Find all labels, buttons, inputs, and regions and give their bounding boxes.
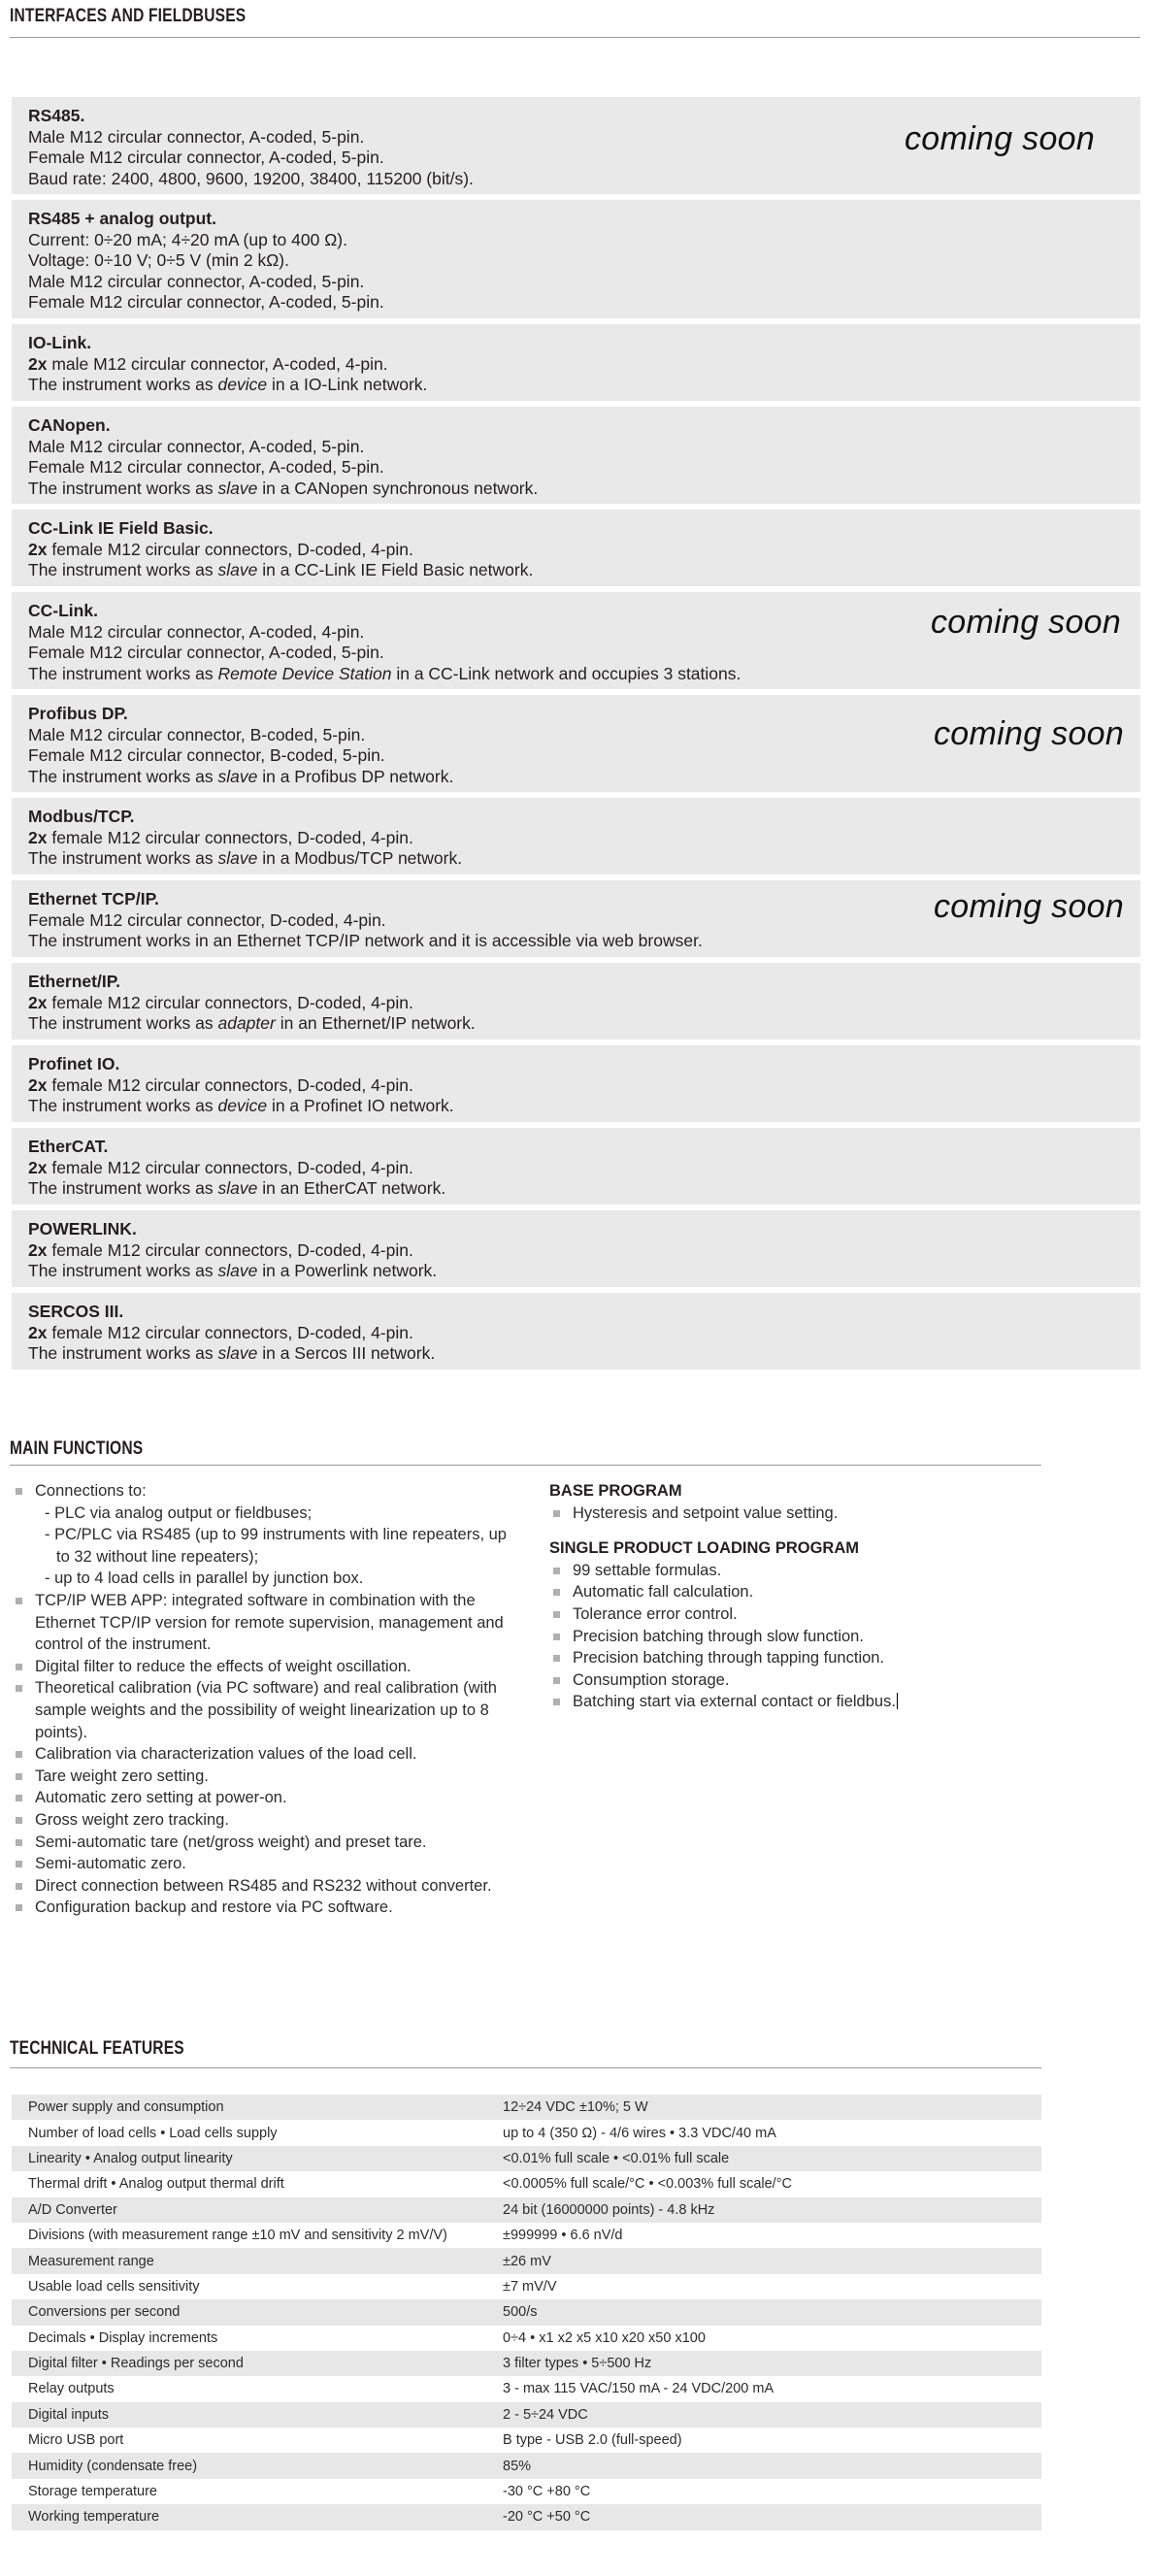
interface-item — [12, 324, 1140, 401]
interface-line — [28, 1261, 1140, 1282]
tech-label: Micro USB port — [28, 2432, 124, 2449]
interface-line-text: Male M12 circular connector, A-coded, 5-pin. — [28, 126, 365, 147]
interface-line — [28, 230, 1140, 251]
interface-line — [28, 560, 1140, 581]
interface-item — [12, 695, 1140, 792]
main-functions-left — [12, 1480, 507, 1919]
program-item — [549, 1626, 1035, 1648]
tech-value: up to 4 (350 Ω) - 4/6 wires • 3.3 VDC/40 mA — [503, 2125, 776, 2141]
tech-label: Digital filter • Readings per second — [28, 2356, 244, 2372]
main-functions-divider — [10, 1465, 1041, 1466]
interface-line-text: The instrument works as adapter in an Ethernet/IP network. — [28, 1013, 476, 1033]
tech-label: Number of load cells • Load cells supply — [28, 2125, 278, 2141]
interface-line — [28, 1158, 1140, 1179]
main-functions-right — [549, 1480, 1035, 1713]
interface-line-text: Female M12 circular connector, A-coded, 5-pin. — [28, 643, 384, 662]
tech-row — [12, 2197, 1041, 2223]
tech-label: Conversions per second — [28, 2304, 181, 2321]
interface-title: Ethernet/IP. — [28, 972, 120, 991]
interface-count: 2x — [28, 1322, 52, 1342]
program-item — [549, 1581, 1035, 1603]
interface-item — [12, 1210, 1140, 1287]
program-item — [549, 1503, 1035, 1525]
coming-soon-badge: coming soon — [931, 604, 1122, 641]
interface-count: 2x — [28, 1074, 52, 1095]
interface-line — [28, 1178, 1140, 1200]
tech-label: Power supply and consumption — [28, 2099, 224, 2116]
interface-line — [28, 664, 1140, 685]
program-item-text: Tolerance error control. — [573, 1604, 738, 1623]
function-subitem: points). — [35, 1723, 88, 1741]
function-item: Gross weight zero tracking. — [12, 1809, 507, 1832]
interface-item — [12, 1128, 1140, 1205]
tech-value: B type - USB 2.0 (full-speed) — [503, 2432, 682, 2449]
function-item: Calibration via characterization values of the load cell. — [12, 1743, 507, 1766]
function-subitem: control of the instrument. — [35, 1635, 212, 1654]
tech-label: Linearity • Analog output linearity — [28, 2150, 233, 2166]
interface-item — [12, 798, 1140, 875]
tech-row — [12, 2453, 1041, 2478]
tech-label: A/D Converter — [28, 2201, 117, 2218]
interface-line — [28, 993, 1140, 1014]
tech-value: <0.01% full scale • <0.01% full scale — [503, 2150, 730, 2166]
base-program-title: BASE PROGRAM — [549, 1482, 682, 1500]
interface-line — [28, 1013, 1140, 1035]
interface-line-text: Voltage: 0÷10 V; 0÷5 V (min 2 kΩ). — [28, 250, 289, 270]
interface-line-text: female M12 circular connectors, D-coded, 4-pin. — [51, 1322, 413, 1342]
interface-title: CC-Link. — [28, 601, 98, 620]
tech-label: Relay outputs — [28, 2381, 115, 2397]
tech-label: Divisions (with measurement range ±10 mV and sensitivity 2 mV/V) — [28, 2228, 447, 2244]
tech-label: Measurement range — [28, 2253, 154, 2269]
interface-title: POWERLINK. — [28, 1219, 137, 1238]
interface-count: 2x — [28, 827, 52, 847]
interfaces-title: INTERFACES AND FIELDBUSES — [10, 6, 247, 26]
interface-line-text: Male M12 circular connector, A-coded, 4-pin. — [28, 621, 365, 642]
tech-row — [12, 2299, 1041, 2325]
interface-item — [12, 1045, 1140, 1122]
interface-line — [28, 643, 1140, 664]
interface-item — [12, 963, 1140, 1040]
tech-label: Decimals • Display increments — [28, 2329, 218, 2346]
program-item — [549, 1603, 1035, 1626]
interface-item — [12, 592, 1140, 689]
function-item: Automatic zero setting at power-on. — [12, 1787, 507, 1809]
interface-title: Profibus DP. — [28, 704, 128, 723]
function-subitem: - PC/PLC via RS485 (up to 99 instruments with line repeaters, up — [45, 1526, 507, 1544]
function-item: Tare weight zero setting. — [12, 1766, 507, 1788]
interface-line — [28, 354, 1140, 376]
interface-line-text: Male M12 circular connector, A-coded, 5-pin. — [28, 271, 365, 291]
tech-row — [12, 2326, 1041, 2351]
interface-item — [12, 97, 1140, 194]
interface-title: Modbus/TCP. — [28, 807, 135, 826]
technical-divider — [10, 2067, 1041, 2068]
interface-line — [28, 828, 1140, 849]
interface-line-text: female M12 circular connectors, D-coded, 4-pin. — [51, 1239, 413, 1260]
interface-line — [28, 848, 1140, 870]
tech-value: 3 filter types • 5÷500 Hz — [503, 2356, 652, 2372]
interface-line-text: The instrument works as device in a Profinet IO network. — [28, 1096, 454, 1115]
interface-line-text: The instrument works as Remote Device Station in a CC-Link network and occupies 3 stations. — [28, 663, 741, 683]
interface-line — [28, 457, 1140, 479]
interface-line — [28, 1240, 1140, 1262]
interface-line — [28, 540, 1140, 561]
interface-line-text: male M12 circular connector, A-coded, 4-pin. — [51, 353, 388, 374]
interface-title: CANopen. — [28, 415, 111, 435]
tech-value: 0÷4 • x1 x2 x5 x10 x20 x50 x100 — [503, 2329, 706, 2346]
tech-row — [12, 2146, 1041, 2171]
program-item-text: Consumption storage. — [573, 1670, 730, 1689]
interface-title: Ethernet TCP/IP. — [28, 889, 159, 908]
interface-title: SERCOS III. — [28, 1302, 124, 1321]
coming-soon-badge: coming soon — [905, 120, 1096, 157]
program-item — [549, 1647, 1035, 1669]
interface-line-text: Female M12 circular connector, D-coded, 4-pin. — [28, 909, 386, 930]
interface-line-text: Female M12 circular connector, B-coded, 5-pin. — [28, 745, 385, 765]
interface-line-text: The instrument works in an Ethernet TCP/IP network and it is accessible via web browser. — [28, 931, 703, 950]
interface-item — [12, 1293, 1140, 1370]
program-item — [549, 1560, 1035, 1582]
tech-row — [12, 2376, 1041, 2401]
tech-row — [12, 2504, 1041, 2529]
tech-row — [12, 2351, 1041, 2376]
tech-value: ±26 mV — [503, 2253, 551, 2269]
tech-value: ±7 mV/V — [503, 2278, 557, 2295]
text-cursor — [897, 1693, 898, 1709]
program-item — [549, 1691, 1035, 1713]
interface-line-text: The instrument works as slave in a Profibus DP network. — [28, 766, 454, 786]
interface-count: 2x — [28, 539, 52, 559]
tech-value: 2 - 5÷24 VDC — [503, 2406, 588, 2423]
coming-soon-badge: coming soon — [934, 715, 1125, 752]
function-item: TCP/IP WEB APP: integrated software in combination with the — [12, 1590, 507, 1612]
interface-count: 2x — [28, 353, 52, 374]
tech-value: 85% — [503, 2458, 532, 2474]
interface-count: 2x — [28, 1157, 52, 1177]
single-program-title: SINGLE PRODUCT LOADING PROGRAM — [549, 1539, 860, 1558]
tech-label: Digital inputs — [28, 2406, 110, 2423]
function-item: Digital filter to reduce the effects of weight oscillation. — [12, 1656, 507, 1678]
function-subitem: - up to 4 load cells in parallel by junction box. — [45, 1569, 364, 1588]
interface-line — [28, 272, 1140, 293]
function-subitem: Ethernet TCP/IP version for remote supervision, management and — [35, 1613, 504, 1632]
tech-value: ±999999 • 6.6 nV/d — [503, 2228, 623, 2244]
interface-item — [12, 880, 1140, 957]
interface-line-text: The instrument works as slave in a Powerlink network. — [28, 1261, 438, 1280]
interface-item — [12, 510, 1140, 586]
interface-line — [28, 437, 1140, 458]
interface-line — [28, 1343, 1140, 1365]
interface-title: RS485 + analog output. — [28, 209, 216, 228]
interface-line — [28, 250, 1140, 272]
tech-value: 24 bit (16000000 points) - 4.8 kHz — [503, 2201, 715, 2218]
program-item-text: Batching start via external contact or fieldbus. — [573, 1693, 896, 1711]
function-subitem: sample weights and the possibility of weight linearization up to 8 — [35, 1701, 489, 1719]
tech-row — [12, 2427, 1041, 2453]
program-item-text: Precision batching through tapping function. — [573, 1649, 885, 1668]
function-item: Semi-automatic tare (net/gross weight) and preset tare. — [12, 1832, 507, 1854]
interface-title: EtherCAT. — [28, 1137, 109, 1156]
tech-row — [12, 2171, 1041, 2196]
interface-line — [28, 767, 1140, 788]
interface-line-text: Current: 0÷20 mA; 4÷20 mA (up to 400 Ω). — [28, 229, 347, 249]
interface-line-text: Male M12 circular connector, A-coded, 5-pin. — [28, 436, 365, 456]
tech-value: 3 - max 115 VAC/150 mA - 24 VDC/200 mA — [503, 2381, 774, 2397]
function-item: Configuration backup and restore via PC software. — [12, 1897, 507, 1919]
interface-line-text: Female M12 circular connector, A-coded, 5-pin. — [28, 292, 384, 312]
function-item: Connections to: — [12, 1480, 507, 1503]
interface-line-text: The instrument works as device in a IO-Link network. — [28, 375, 428, 394]
tech-row — [12, 2479, 1041, 2504]
interface-line — [28, 1323, 1140, 1344]
main-functions-title: MAIN FUNCTIONS — [10, 1438, 144, 1459]
interface-line-text: female M12 circular connectors, D-coded, 4-pin. — [51, 992, 413, 1012]
interface-line-text: female M12 circular connectors, D-coded, 4-pin. — [51, 539, 413, 559]
tech-value: 12÷24 VDC ±10%; 5 W — [503, 2099, 648, 2116]
tech-label: Storage temperature — [28, 2484, 157, 2500]
program-item — [549, 1669, 1035, 1692]
interface-line-text: female M12 circular connectors, D-coded, 4-pin. — [51, 1157, 413, 1177]
technical-title: TECHNICAL FEATURES — [10, 2038, 184, 2059]
function-item: Theoretical calibration (via PC software) and real calibration (with — [12, 1677, 507, 1700]
tech-row — [12, 2095, 1041, 2120]
tech-row — [12, 2274, 1041, 2299]
interface-count: 2x — [28, 1239, 52, 1260]
program-item-text: 99 settable formulas. — [573, 1561, 722, 1579]
tech-value: <0.0005% full scale/°C • <0.003% full scale/°C — [503, 2176, 792, 2193]
interface-line-text: The instrument works as slave in an EtherCAT network. — [28, 1178, 446, 1198]
program-item-text: Precision batching through slow function. — [573, 1627, 864, 1645]
function-subitem: - PLC via analog output or fieldbuses; — [45, 1503, 313, 1522]
technical-table — [12, 2095, 1041, 2530]
interface-line — [28, 479, 1140, 500]
tech-value: -20 °C +50 °C — [503, 2509, 591, 2526]
interface-line-text: The instrument works as slave in a CANopen synchronous network. — [28, 478, 539, 498]
interface-title: Profinet IO. — [28, 1054, 120, 1073]
interface-title: RS485. — [28, 106, 85, 125]
interface-title: CC-Link IE Field Basic. — [28, 518, 214, 538]
interface-item — [12, 200, 1140, 318]
tech-label: Usable load cells sensitivity — [28, 2278, 200, 2295]
function-subitem: to 32 without line repeaters); — [56, 1547, 259, 1566]
interface-line — [28, 1096, 1140, 1117]
function-item: Semi-automatic zero. — [12, 1853, 507, 1875]
tech-row — [12, 2223, 1041, 2248]
coming-soon-badge: coming soon — [934, 888, 1125, 925]
interface-line — [28, 169, 1140, 190]
interface-title: IO-Link. — [28, 333, 92, 352]
tech-value: 500/s — [503, 2304, 538, 2321]
function-item: Direct connection between RS485 and RS232 without converter. — [12, 1875, 507, 1898]
interface-line-text: Baud rate: 2400, 4800, 9600, 19200, 38400, 115200 (bit/s). — [28, 168, 474, 188]
tech-row — [12, 2120, 1041, 2145]
interface-line-text: female M12 circular connectors, D-coded, 4-pin. — [51, 827, 413, 847]
interface-line-text: The instrument works as slave in a CC-Link IE Field Basic network. — [28, 560, 534, 579]
interface-line-text: Male M12 circular connector, B-coded, 5-pin. — [28, 724, 366, 744]
interface-line — [28, 375, 1140, 396]
interfaces-list — [12, 97, 1140, 1375]
tech-row — [12, 2248, 1041, 2273]
tech-label: Working temperature — [28, 2509, 160, 2526]
tech-label: Humidity (condensate free) — [28, 2458, 198, 2474]
tech-row — [12, 2402, 1041, 2427]
interface-line — [28, 931, 1140, 952]
interface-line — [28, 1075, 1140, 1097]
interface-item — [12, 407, 1140, 504]
interface-line-text: The instrument works as slave in a Sercos III network. — [28, 1343, 436, 1363]
interface-line-text: The instrument works as slave in a Modbus/TCP network. — [28, 848, 463, 868]
interface-line — [28, 292, 1140, 314]
tech-label: Thermal drift • Analog output thermal drift — [28, 2176, 284, 2193]
interface-line-text: female M12 circular connectors, D-coded, 4-pin. — [51, 1074, 413, 1095]
tech-value: -30 °C +80 °C — [503, 2484, 591, 2500]
program-item-text: Automatic fall calculation. — [573, 1583, 754, 1602]
interface-line-text: Female M12 circular connector, A-coded, 5-pin. — [28, 148, 384, 167]
program-item-text: Hysteresis and setpoint value setting. — [573, 1503, 839, 1522]
interface-line-text: Female M12 circular connector, A-coded, 5-pin. — [28, 457, 384, 477]
interfaces-divider — [10, 37, 1140, 38]
interface-count: 2x — [28, 992, 52, 1012]
